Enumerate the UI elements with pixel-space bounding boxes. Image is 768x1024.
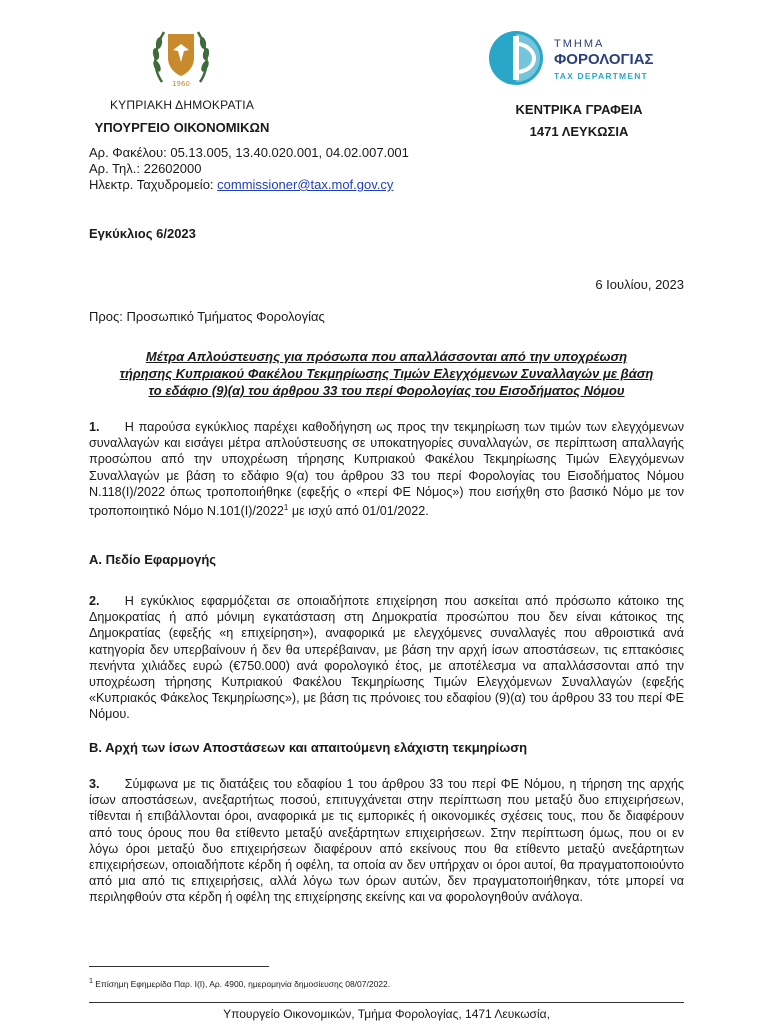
section-b-heading: Β. Αρχή των ίσων Αποστάσεων και απαιτούμενη ελάχιστη τεκμηρίωση [89, 740, 528, 755]
title-line-2: τήρησης Κυπριακού Φακέλου Τεκμηρίωσης Τιμών Ελεγχόμενων Συναλλαγών με βάση [119, 366, 654, 381]
paragraph-1-tail: με ισχύ από 01/01/2022. [288, 504, 429, 519]
logo-line-tmima: ΤΜΗΜΑ [554, 38, 605, 50]
footnote-ref-1: 1 [283, 503, 289, 513]
cyprus-coat-of-arms-icon [148, 24, 214, 90]
ministry-name: ΥΠΟΥΡΓΕΙΟ ΟΙΚΟΝΟΜΙΚΩΝ [94, 120, 270, 135]
footnote [89, 977, 390, 989]
file-reference: Αρ. Φακέλου: 05.13.005, 13.40.020.001, 04.02.007.001 [89, 145, 409, 160]
title-line-1: Μέτρα Απλούστευσης για πρόσωπα που απαλλάσσονται από την υποχρέωση [145, 349, 628, 364]
logo-line-tax-department: TAX DEPARTMENT [554, 71, 648, 81]
paragraph-1-number: 1. [89, 420, 100, 434]
republic-name: ΚΥΠΡΙΑΚΗ ΔΗΜΟΚΡΑΤΙΑ [109, 98, 255, 112]
recipient: Προς: Προσωπικό Τμήματος Φορολογίας [89, 309, 325, 324]
paragraph-3-number: 3. [89, 777, 100, 791]
footnote-text: Επίσημη Εφημερίδα Παρ. Ι(Ι), Αρ. 4900, ημερομηνία δημοσίευσης 08/07/2022. [92, 978, 391, 989]
office-city: 1471 ΛΕΥΚΩΣΙΑ [529, 124, 629, 139]
phone-reference: Αρ. Τηλ.: 22602000 [89, 161, 202, 176]
email-label: Ηλεκτρ. Ταχυδρομείο: [89, 177, 218, 192]
paragraph-1 [89, 419, 684, 533]
footnote-divider [89, 966, 269, 967]
paragraph-3 [89, 776, 684, 926]
office-name: ΚΕΝΤΡΙΚΑ ΓΡΑΦΕΙΑ [515, 102, 643, 117]
document-date: 6 Ιουλίου, 2023 [595, 277, 684, 292]
footnote-number: 1 [89, 977, 93, 985]
paragraph-2-text: Η εγκύκλιος εφαρμόζεται σε οποιαδήποτε επιχείρηση που ασκείται από πρόσωπο κάτοικο της Δημοκρατίας ή από μόνιμη εγκατάσταση στη Δημοκρατία προσώπου που δεν είναι κάτοικος της Δημοκρατίας (εφεξής «η επιχείρηση»), αναφορικά με ελεγχόμενες συναλλαγές που αθροιστικά ανά κατηγορία δεν υπερβαίνουν ή δεν θα υπερέβαιναν, με βάση την αρχή ίσων αποστάσεων, τις επτακόσιες πενήντα χιλιάδες ευρώ (€750.000) ανά φορολογικό έτος, με αποτέλεσμα να απαλλάσσονται από την υποχρέωση τήρησης Κυπριακού Φακέλου Τεκμηρίωσης Τιμών Ελεγχόμενων Συναλλαγών (εφεξής «Κυπριακός Φάκελος Τεκμηρίωσης»), με βάση τις πρόνοιες του εδαφίου (9)(α) του άρθρου 33 του περί ΦΕ Νόμου. [89, 594, 684, 722]
circular-number: Εγκύκλιος 6/2023 [89, 226, 196, 241]
document-title [89, 348, 684, 399]
logo-line-forologias: ΦΟΡΟΛΟΓΙΑΣ [554, 51, 654, 68]
paragraph-2-number: 2. [89, 594, 100, 608]
title-line-3: το εδάφιο (9)(α) του άρθρου 33 του περί Φορολογίας του Εισοδήματος Νόμου [148, 383, 625, 398]
footer-address: Υπουργείο Οικονομικών, Τμήμα Φορολογίας, 1471 Λευκωσία, [223, 1007, 550, 1021]
section-a-heading: Α. Πεδίο Εφαρμογής [89, 552, 217, 567]
tax-department-logo-icon [488, 30, 544, 86]
svg-text:1960: 1960 [172, 80, 190, 88]
email-link[interactable]: commissioner@tax.mof.gov.cy [217, 177, 394, 192]
paragraph-3-text: Σύμφωνα με τις διατάξεις του εδαφίου 1 του άρθρου 33 του περί ΦΕ Νόμου, η τήρηση της αρχής ίσων αποστάσεων, ανεξαρτήτως ποσού, επιτυγχάνεται στην περίπτωση που μεταξύ δυο επιχειρήσεων, τίθενται ή επιβάλλονται όροι, αναφορικά με τις εμπορικές ή οικονομικές σχέσεις τους, που δε διαφέρουν από τους όρους που θα ετίθεντο μεταξύ ανεξάρτητων επιχειρήσεων. Στην περίπτωση όμως, που οι εν λόγω όροι μεταξύ δυο επιχειρήσεων διαφέρουν από εκείνους που θα ετίθεντο μεταξύ ανεξάρτητων επιχειρήσεων, οποιαδήποτε κέρδη ή οφέλη, τα οποία αν δεν υπήρχαν οι όροι αυτοί, θα πραγματοποιούντο από μια από τις επιχειρήσεις, αλλά λόγω των όρων αυτών, δεν πραγματοποιήθηκαν, τότε μπορεί να περιληφθούν στα κέρδη ή οφέλη της επιχείρησης εκείνης και να φορολογηθούν ανάλογα. [89, 777, 684, 905]
email-reference [89, 177, 393, 192]
footer-divider [89, 1002, 684, 1003]
paragraph-2 [89, 593, 684, 725]
paragraph-1-text: Η παρούσα εγκύκλιος παρέχει καθοδήγηση ως προς την τεκμηρίωση των τιμών των ελεγχόμενων συναλλαγών και εισάγει μέτρα απλούστευσης σε υποκατηγορίες συναλλαγών, σε περίπτωση απαλλαγής προσώπου από την υποχρέωση τήρησης Κυπριακού Φακέλου Τεκμηρίωσης Τιμών Ελεγχόμενων Συναλλαγών με βάση το εδάφιο 9(α) του άρθρου 33 του περί Φορολογίας του Εισοδήματος Νόμου Ν.118(Ι)/2022 όπως τροποποιήθηκε (εφεξής ο «περί ΦΕ Νόμος») που εισήχθη στο βασικό Νόμο με τον τροποποιητικό Νόμο Ν.101(Ι)/2022 [89, 420, 684, 519]
